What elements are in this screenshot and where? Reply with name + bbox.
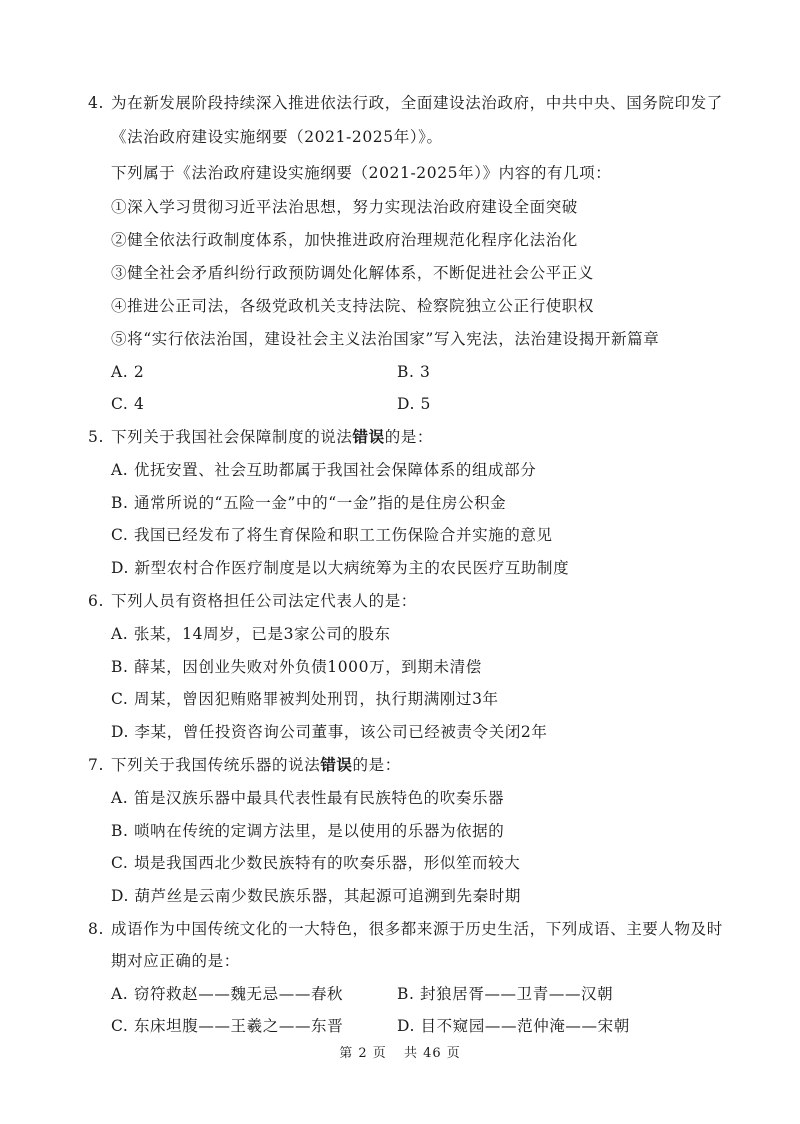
q7-option-a: A. 笛是汉族乐器中最具代表性最有民族特色的吹奏乐器: [111, 789, 505, 807]
q5-option-d: D. 新型农村合作医疗制度是以大病统筹为主的农民医疗互助制度: [111, 559, 570, 577]
q4-option-b: B. 3: [397, 363, 431, 381]
page-total: 共 46 页: [403, 1046, 461, 1061]
q8-option-a: A. 窃符救赵——魏无忌——春秋: [111, 985, 344, 1003]
q8-number: 8.: [88, 920, 104, 938]
page-number: 第 2 页: [339, 1046, 387, 1061]
q5-emphasis: 错误: [352, 427, 385, 446]
q7-text-before: 下列关于我国传统乐器的说法: [111, 756, 321, 774]
q6-number: 6.: [88, 592, 104, 610]
q4-number: 4.: [88, 94, 104, 112]
q7-emphasis: 错误: [320, 755, 353, 774]
q4-item-4: ④推进公正司法，各级党政机关支持法院、检察院独立公正行使职权: [111, 297, 595, 315]
q8-stem-text: 成语作为中国传统文化的一大特色，很多都来源于历史生活，下列成语、主要人物及时: [111, 920, 723, 938]
q6-option-a: A. 张某，14周岁，已是3家公司的股东: [111, 625, 391, 643]
q5-option-b: B. 通常所说的“五险一金”中的“一金”指的是住房公积金: [111, 494, 507, 512]
q5-number: 5.: [88, 428, 104, 446]
q4-item-1: ①深入学习贯彻习近平法治思想，努力实现法治政府建设全面突破: [111, 198, 578, 216]
q4-option-c: C. 4: [111, 395, 145, 413]
q4-prompt: 下列属于《法治政府建设实施纲要（2021-2025年）》内容的有几项：: [111, 164, 612, 182]
q4-stem-text: 为在新发展阶段持续深入推进依法行政，全面建设法治政府，中共中央、国务院印发了: [111, 94, 723, 112]
q6-stem-text: 下列人员有资格担任公司法定代表人的是：: [111, 592, 417, 610]
q8-option-b: B. 封狼居胥——卫青——汉朝: [397, 985, 614, 1003]
q4-item-3: ③健全社会矛盾纠纷行政预防调处化解体系，不断促进社会公平正义: [111, 264, 595, 282]
q8-option-c: C. 东床坦腹——王羲之——东晋: [111, 1017, 344, 1035]
q5-text-after: 的是：: [384, 428, 434, 446]
q6-option-c: C. 周某，曾因犯贿赂罪被判处刑罚，执行期满刚过3年: [111, 690, 499, 708]
q4-item-2: ②健全依法行政制度体系，加快推进政府治理规范化程序化法治化: [111, 231, 578, 249]
q5-option-a: A. 优抚安置、社会互助都属于我国社会保障体系的组成部分: [111, 461, 537, 479]
q4-option-d: D. 5: [397, 395, 431, 413]
q4-stem-line2: 《法治政府建设实施纲要（2021-2025年）》。: [111, 128, 443, 146]
q6-option-b: B. 薛某，因创业失败对外负债1000万，到期未清偿: [111, 658, 482, 676]
q7-text-after: 的是：: [352, 756, 401, 774]
page-footer: [0, 1042, 800, 1061]
q4-option-a: A. 2: [111, 363, 145, 381]
q7-stem-text: [111, 754, 401, 776]
q4-item-5: ⑤将“实行依法治国，建设社会主义法治国家”写入宪法，法治建设揭开新篇章: [111, 330, 660, 348]
q5-stem-text: [111, 426, 433, 448]
q6-option-d: D. 李某，曾任投资咨询公司董事，该公司已经被责令关闭2年: [111, 723, 548, 741]
q5-option-c: C. 我国已经发布了将生育保险和职工工伤保险合并实施的意见: [111, 526, 553, 544]
q7-option-b: B. 唢呐在传统的定调方法里，是以使用的乐器为依据的: [111, 822, 505, 840]
q8-stem-line2: 期对应正确的是：: [111, 952, 240, 970]
q8-option-d: D. 目不窥园——范仲淹——宋朝: [397, 1017, 630, 1035]
q5-text-before: 下列关于我国社会保障制度的说法: [111, 428, 353, 446]
q7-option-d: D. 葫芦丝是云南少数民族乐器，其起源可追溯到先秦时期: [111, 887, 521, 905]
q7-number: 7.: [88, 756, 104, 774]
q7-option-c: C. 埙是我国西北少数民族特有的吹奏乐器，形似笙而较大: [111, 854, 521, 872]
